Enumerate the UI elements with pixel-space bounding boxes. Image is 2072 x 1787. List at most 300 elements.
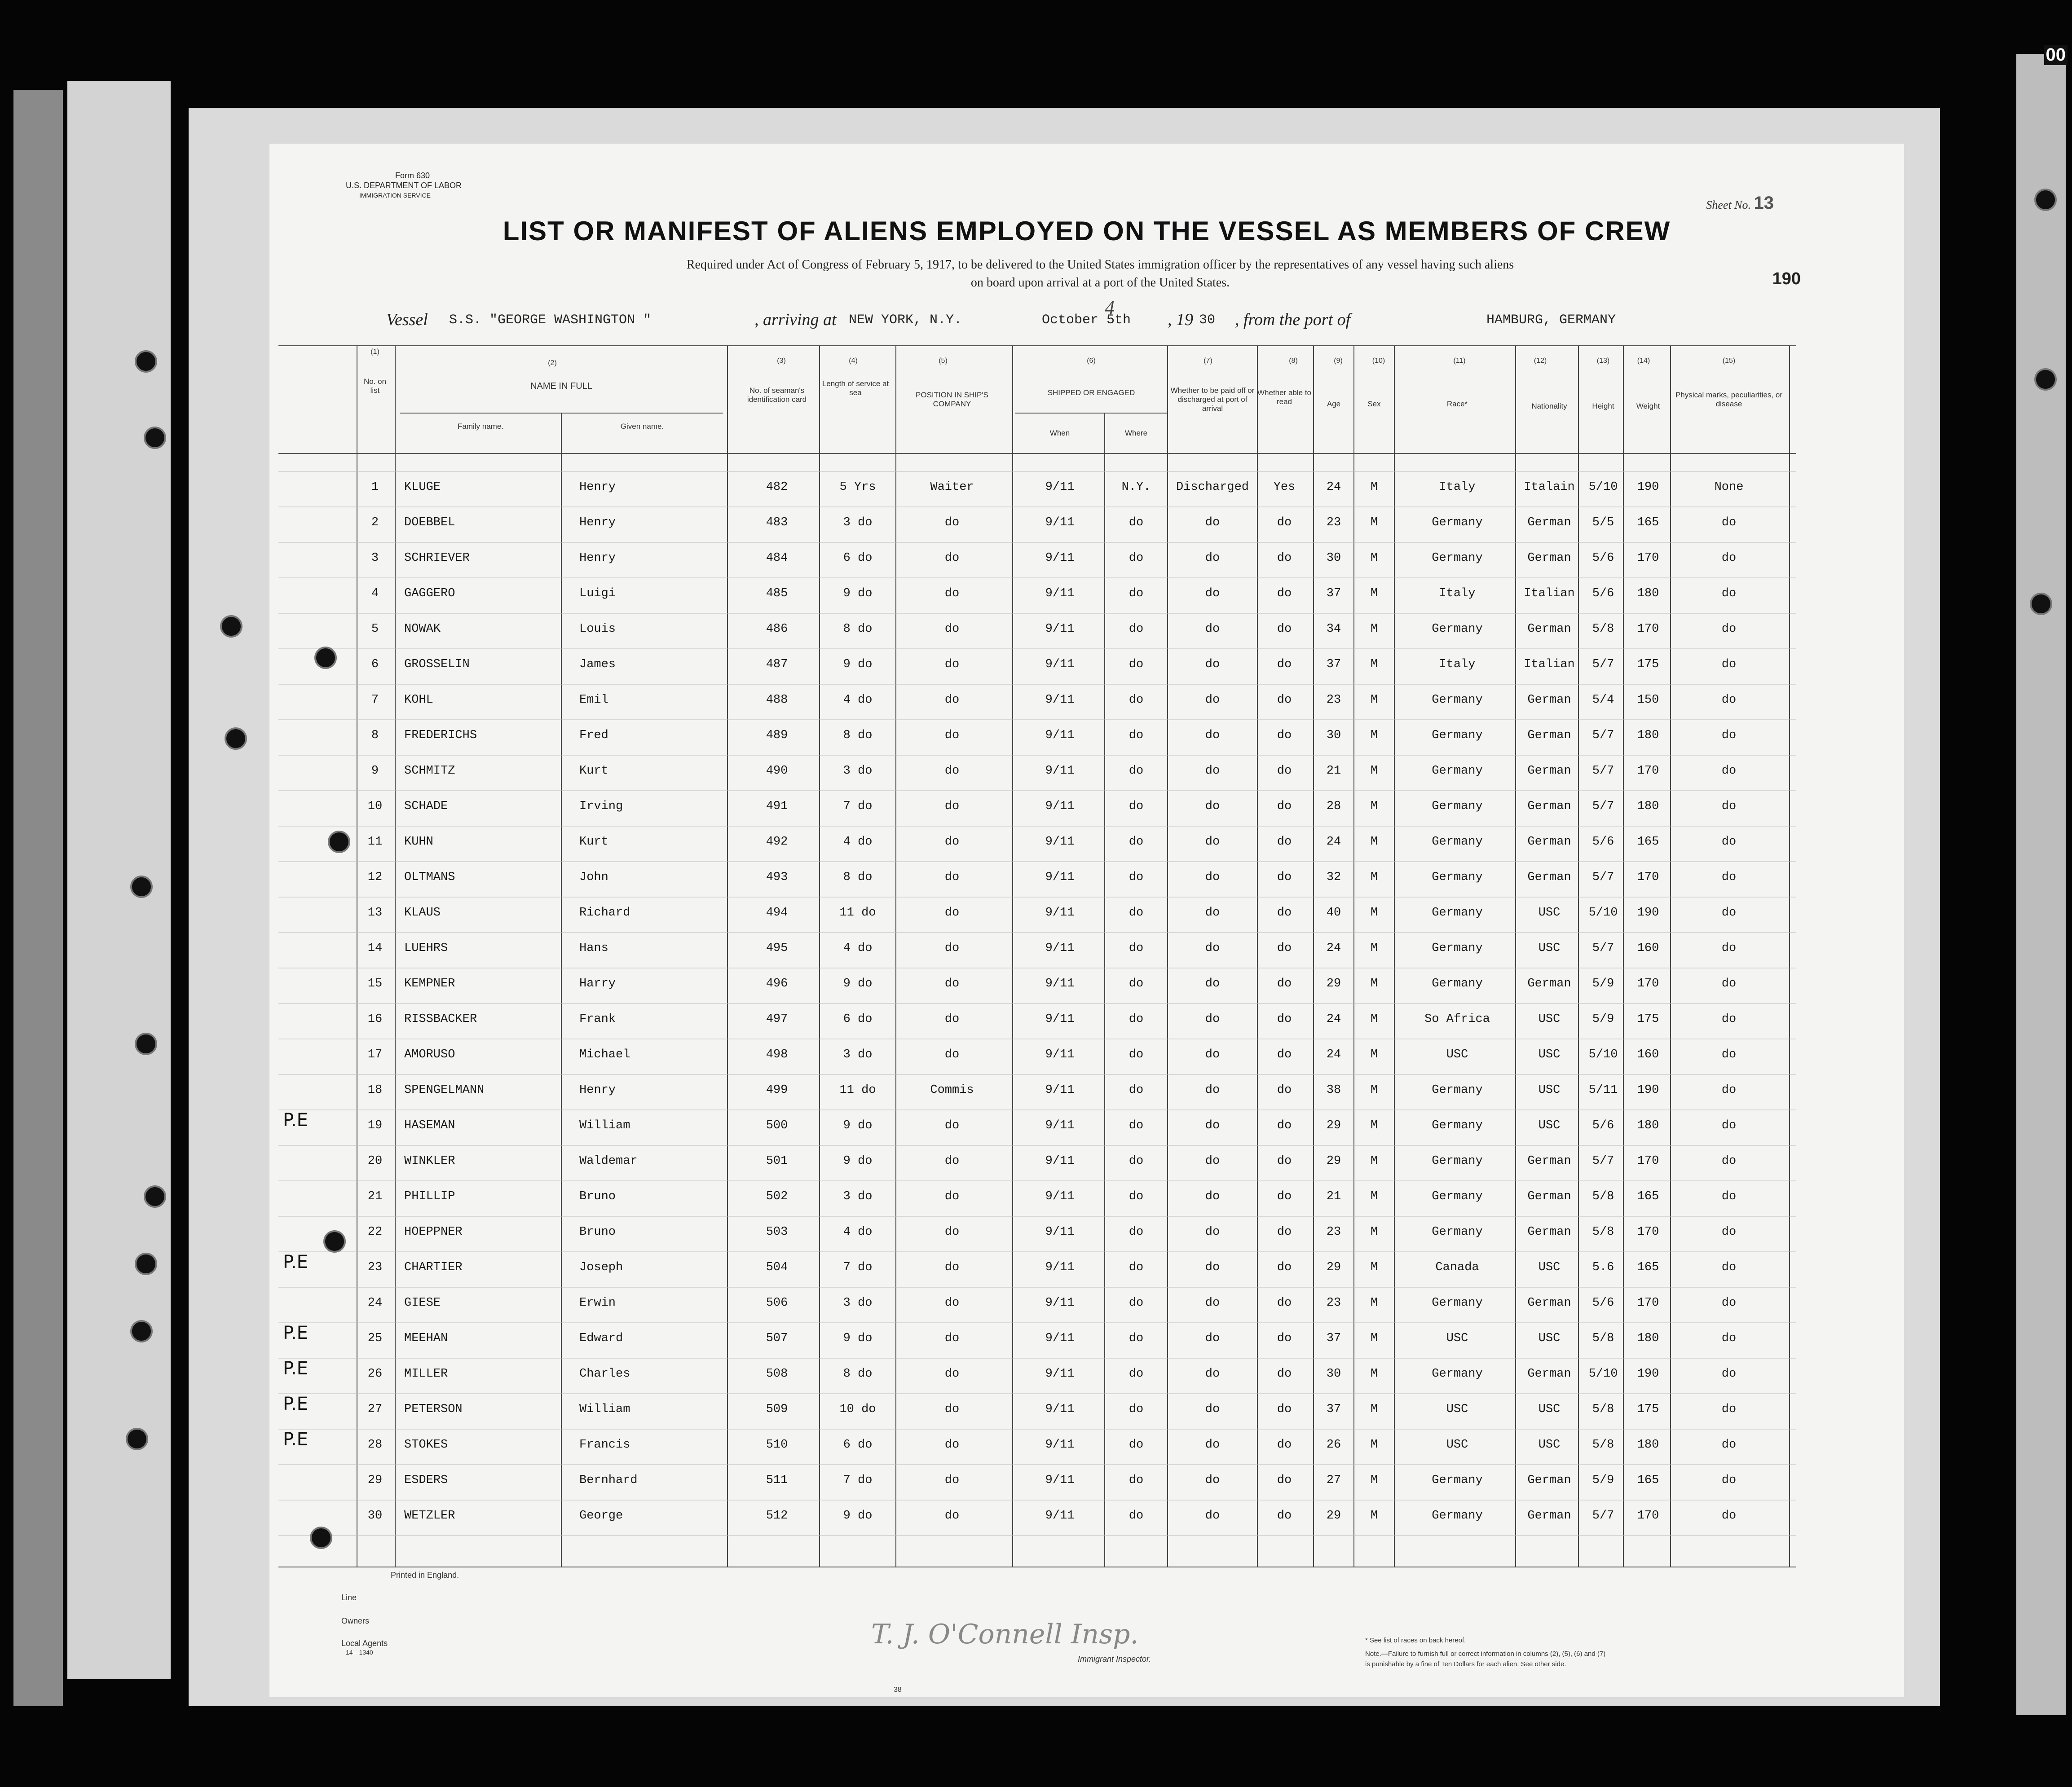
- cell-where: do: [1129, 1225, 1144, 1239]
- cell-position: do: [944, 1225, 960, 1239]
- cell-race: Germany: [1432, 1296, 1483, 1310]
- sheet-label: Sheet No.: [1706, 198, 1751, 211]
- cell-where: do: [1129, 729, 1144, 742]
- cell-service: 4 do: [843, 693, 873, 707]
- cell-height: 5/11: [1588, 1083, 1618, 1097]
- cell-where: do: [1129, 1438, 1144, 1452]
- cell-given: Michael: [579, 1048, 630, 1061]
- cell-age: 23: [1326, 1225, 1341, 1239]
- cell-read: Yes: [1273, 480, 1296, 494]
- cell-given: Richard: [579, 906, 630, 920]
- header-weight: Weight: [1636, 402, 1660, 410]
- cell-position: do: [944, 587, 960, 600]
- cell-where: do: [1129, 942, 1144, 955]
- cell-height: 5/8: [1592, 1332, 1614, 1345]
- cell-paid: do: [1205, 871, 1220, 884]
- cell-card: 501: [766, 1154, 788, 1168]
- cell-read: do: [1277, 729, 1292, 742]
- header-given: Given name.: [620, 422, 664, 431]
- from-label: , from the port of: [1235, 310, 1351, 329]
- cell-service: 9 do: [843, 1509, 873, 1523]
- cell-when: 9/11: [1045, 835, 1075, 849]
- cell-given: Henry: [579, 480, 616, 494]
- cell-given: Luigi: [579, 587, 616, 600]
- cell-race: USC: [1446, 1438, 1468, 1452]
- cell-where: do: [1129, 906, 1144, 920]
- cell-when: 9/11: [1045, 1474, 1075, 1487]
- cell-age: 24: [1326, 1012, 1341, 1026]
- colnum-6: (6): [1087, 357, 1096, 365]
- cell-race: Germany: [1432, 1225, 1483, 1239]
- cell-sex: M: [1370, 1403, 1378, 1416]
- cell-marks: do: [1721, 1296, 1737, 1310]
- cell-marks: do: [1721, 1509, 1737, 1523]
- margin-annotation: P.E: [283, 1252, 308, 1272]
- cell-read: do: [1277, 658, 1292, 671]
- cell-no: 13: [367, 906, 383, 920]
- cell-age: 23: [1326, 693, 1341, 707]
- inspector-signature: T. J. O'Connell Insp.: [871, 1619, 1139, 1650]
- cell-nationality: USC: [1538, 1332, 1561, 1345]
- cell-race: Germany: [1432, 871, 1483, 884]
- cell-read: do: [1277, 1190, 1292, 1203]
- cell-card: 506: [766, 1296, 788, 1310]
- cell-height: 5/6: [1592, 1296, 1614, 1310]
- cell-when: 9/11: [1045, 658, 1075, 671]
- cell-card: 500: [766, 1119, 788, 1132]
- cell-card: 488: [766, 693, 788, 707]
- cell-age: 29: [1326, 1261, 1341, 1274]
- cell-read: do: [1277, 1474, 1292, 1487]
- punch-hole: [126, 1428, 148, 1450]
- punch-hole: [130, 1320, 153, 1342]
- cell-marks: do: [1721, 764, 1737, 778]
- arriving-label: , arriving at: [754, 310, 837, 329]
- cell-position: do: [944, 1119, 960, 1132]
- cell-family: PHILLIP: [404, 1190, 455, 1203]
- cell-nationality: German: [1527, 800, 1571, 813]
- cell-race: USC: [1446, 1332, 1468, 1345]
- cell-nationality: USC: [1538, 942, 1561, 955]
- cell-sex: M: [1370, 1190, 1378, 1203]
- cell-when: 9/11: [1045, 1296, 1075, 1310]
- cell-sex: M: [1370, 693, 1378, 707]
- cell-card: 510: [766, 1438, 788, 1452]
- cell-race: Germany: [1432, 1367, 1483, 1381]
- cell-age: 21: [1326, 764, 1341, 778]
- cell-age: 30: [1326, 729, 1341, 742]
- header-family: Family name.: [457, 422, 504, 431]
- cell-paid: do: [1205, 1438, 1220, 1452]
- cell-race: USC: [1446, 1048, 1468, 1061]
- cell-weight: 180: [1637, 1438, 1659, 1452]
- cell-given: William: [579, 1403, 630, 1416]
- cell-card: 499: [766, 1083, 788, 1097]
- cell-nationality: German: [1527, 1225, 1571, 1239]
- header-no: No. on list: [363, 377, 387, 395]
- cell-when: 9/11: [1045, 1367, 1075, 1381]
- arrival-year: 30: [1199, 313, 1216, 328]
- cell-service: 8 do: [843, 871, 873, 884]
- cell-where: do: [1129, 1509, 1144, 1523]
- cell-sex: M: [1370, 1048, 1378, 1061]
- cell-where: do: [1129, 1332, 1144, 1345]
- cell-weight: 170: [1637, 1296, 1659, 1310]
- cell-weight: 165: [1637, 1474, 1659, 1487]
- cell-family: SCHADE: [404, 800, 448, 813]
- cell-marks: do: [1721, 1367, 1737, 1381]
- cell-marks: do: [1721, 622, 1737, 636]
- cell-given: Irving: [579, 800, 623, 813]
- footer-agents-code: 14—1340: [346, 1649, 373, 1656]
- cell-where: do: [1129, 1190, 1144, 1203]
- cell-no: 3: [371, 551, 379, 565]
- cell-service: 3 do: [843, 764, 873, 778]
- cell-race: Germany: [1432, 942, 1483, 955]
- header-shipped: SHIPPED OR ENGAGED: [1047, 388, 1135, 397]
- cell-family: KOHL: [404, 693, 433, 707]
- cell-family: HOEPPNER: [404, 1225, 463, 1239]
- header-paid-off: Whether to be paid off or discharged at port of arrival: [1170, 386, 1255, 413]
- cell-height: 5/7: [1592, 1154, 1614, 1168]
- cell-no: 27: [367, 1403, 383, 1416]
- cell-age: 30: [1326, 551, 1341, 565]
- cell-position: do: [944, 977, 960, 990]
- cell-height: 5/9: [1592, 1012, 1614, 1026]
- cell-sex: M: [1370, 977, 1378, 990]
- cell-when: 9/11: [1045, 480, 1075, 494]
- margin-annotation: P.E: [283, 1323, 308, 1343]
- cell-paid: Discharged: [1176, 480, 1249, 494]
- cell-position: do: [944, 1474, 960, 1487]
- cell-service: 4 do: [843, 835, 873, 849]
- cell-weight: 170: [1637, 871, 1659, 884]
- cell-marks: do: [1721, 835, 1737, 849]
- header-race: Race*: [1446, 400, 1468, 408]
- cell-service: 11 do: [839, 1083, 876, 1097]
- cell-age: 26: [1326, 1438, 1341, 1452]
- subtitle-line-2: on board upon arrival at a port of the United States.: [970, 276, 1230, 290]
- margin-annotation: P.E: [283, 1429, 308, 1450]
- cell-paid: do: [1205, 658, 1220, 671]
- cell-card: 491: [766, 800, 788, 813]
- cell-paid: do: [1205, 800, 1220, 813]
- cell-given: Henry: [579, 516, 616, 529]
- cell-family: KLUGE: [404, 480, 441, 494]
- cell-card: 497: [766, 1012, 788, 1026]
- cell-paid: do: [1205, 1225, 1220, 1239]
- cell-service: 9 do: [843, 1154, 873, 1168]
- cell-no: 12: [367, 871, 383, 884]
- cell-read: do: [1277, 622, 1292, 636]
- cell-race: Italy: [1439, 480, 1476, 494]
- cell-weight: 175: [1637, 1403, 1659, 1416]
- cell-height: 5/7: [1592, 658, 1614, 671]
- cell-sex: M: [1370, 1509, 1378, 1523]
- cell-service: 8 do: [843, 1367, 873, 1381]
- cell-age: 40: [1326, 906, 1341, 920]
- cell-position: do: [944, 1296, 960, 1310]
- form-number: Form 630: [395, 171, 430, 180]
- cell-when: 9/11: [1045, 1154, 1075, 1168]
- cell-service: 9 do: [843, 1119, 873, 1132]
- cell-when: 9/11: [1045, 906, 1075, 920]
- cell-height: 5/6: [1592, 551, 1614, 565]
- colnum-10: (10): [1372, 357, 1385, 365]
- cell-nationality: Italian: [1524, 658, 1575, 671]
- cell-weight: 170: [1637, 1509, 1659, 1523]
- cell-where: do: [1129, 977, 1144, 990]
- date-correction: 4: [1105, 297, 1115, 319]
- cell-card: 496: [766, 977, 788, 990]
- cell-height: 5/4: [1592, 693, 1614, 707]
- punch-hole: [2030, 593, 2052, 615]
- cell-when: 9/11: [1045, 800, 1075, 813]
- cell-given: Fred: [579, 729, 608, 742]
- cell-service: 9 do: [843, 587, 873, 600]
- cell-position: do: [944, 516, 960, 529]
- cell-paid: do: [1205, 764, 1220, 778]
- cell-position: do: [944, 1367, 960, 1381]
- cell-sex: M: [1370, 587, 1378, 600]
- cell-age: 34: [1326, 622, 1341, 636]
- cell-service: 9 do: [843, 1332, 873, 1345]
- cell-paid: do: [1205, 977, 1220, 990]
- cell-read: do: [1277, 1083, 1292, 1097]
- cell-card: 512: [766, 1509, 788, 1523]
- cell-race: Italy: [1439, 587, 1476, 600]
- cell-position: do: [944, 1509, 960, 1523]
- cell-sex: M: [1370, 1261, 1378, 1274]
- colnum-12: (12): [1534, 357, 1547, 365]
- cell-given: George: [579, 1509, 623, 1523]
- cell-sex: M: [1370, 1367, 1378, 1381]
- cell-marks: do: [1721, 658, 1737, 671]
- cell-read: do: [1277, 942, 1292, 955]
- cell-where: do: [1129, 764, 1144, 778]
- punch-hole: [144, 1185, 166, 1208]
- cell-weight: 165: [1637, 835, 1659, 849]
- cell-nationality: German: [1527, 1296, 1571, 1310]
- cell-read: do: [1277, 587, 1292, 600]
- cell-no: 9: [371, 764, 379, 778]
- cell-marks: do: [1721, 1403, 1737, 1416]
- cell-age: 29: [1326, 1154, 1341, 1168]
- cell-marks: do: [1721, 977, 1737, 990]
- cell-nationality: German: [1527, 1190, 1571, 1203]
- cell-when: 9/11: [1045, 1083, 1075, 1097]
- cell-where: do: [1129, 835, 1144, 849]
- cell-nationality: German: [1527, 1154, 1571, 1168]
- punch-hole: [314, 647, 337, 669]
- footnote-fine-1: Note.—Failure to furnish full or correct information in columns (2), (5), (6) and (7): [1365, 1650, 1606, 1658]
- cell-marks: do: [1721, 693, 1737, 707]
- cell-when: 9/11: [1045, 1048, 1075, 1061]
- cell-marks: do: [1721, 1048, 1737, 1061]
- cell-paid: do: [1205, 1261, 1220, 1274]
- corner-number: 00: [2044, 45, 2068, 65]
- punch-hole: [310, 1527, 332, 1549]
- cell-nationality: German: [1527, 551, 1571, 565]
- cell-where: do: [1129, 516, 1144, 529]
- cell-family: HASEMAN: [404, 1119, 455, 1132]
- cell-nationality: USC: [1538, 1119, 1561, 1132]
- cell-where: N.Y.: [1121, 480, 1151, 494]
- cell-given: Kurt: [579, 835, 608, 849]
- cell-service: 10 do: [839, 1403, 876, 1416]
- cell-race: Germany: [1432, 800, 1483, 813]
- cell-marks: do: [1721, 1225, 1737, 1239]
- cell-family: DOEBBEL: [404, 516, 455, 529]
- header-where: Where: [1124, 429, 1148, 437]
- cell-sex: M: [1370, 1083, 1378, 1097]
- cell-marks: do: [1721, 1438, 1737, 1452]
- cell-marks: do: [1721, 516, 1737, 529]
- cell-no: 8: [371, 729, 379, 742]
- cell-card: 486: [766, 622, 788, 636]
- cell-weight: 190: [1637, 1367, 1659, 1381]
- cell-paid: do: [1205, 1332, 1220, 1345]
- cell-position: do: [944, 551, 960, 565]
- left-edge-strip: [13, 90, 63, 1706]
- cell-marks: do: [1721, 1119, 1737, 1132]
- cell-paid: do: [1205, 1474, 1220, 1487]
- cell-age: 30: [1326, 1367, 1341, 1381]
- cell-age: 37: [1326, 1403, 1341, 1416]
- cell-weight: 180: [1637, 1332, 1659, 1345]
- colnum-11: (11): [1453, 357, 1466, 365]
- cell-card: 493: [766, 871, 788, 884]
- cell-race: Germany: [1432, 977, 1483, 990]
- cell-marks: do: [1721, 1261, 1737, 1274]
- cell-given: Louis: [579, 622, 616, 636]
- cell-when: 9/11: [1045, 1225, 1075, 1239]
- cell-when: 9/11: [1045, 1438, 1075, 1452]
- cell-weight: 190: [1637, 480, 1659, 494]
- cell-card: 503: [766, 1225, 788, 1239]
- cell-age: 37: [1326, 587, 1341, 600]
- cell-no: 2: [371, 516, 379, 529]
- colnum-8: (8): [1289, 357, 1298, 365]
- cell-given: Harry: [579, 977, 616, 990]
- cell-position: do: [944, 658, 960, 671]
- cell-no: 29: [367, 1474, 383, 1487]
- cell-race: Germany: [1432, 764, 1483, 778]
- cell-race: Germany: [1432, 1083, 1483, 1097]
- cell-paid: do: [1205, 729, 1220, 742]
- cell-sex: M: [1370, 871, 1378, 884]
- footer-agents-label: Local Agents: [341, 1639, 388, 1648]
- punch-hole: [144, 427, 166, 449]
- cell-card: 509: [766, 1403, 788, 1416]
- cell-sex: M: [1370, 551, 1378, 565]
- cell-no: 15: [367, 977, 383, 990]
- cell-height: 5/6: [1592, 835, 1614, 849]
- cell-sex: M: [1370, 1012, 1378, 1026]
- cell-age: 29: [1326, 977, 1341, 990]
- colnum-1: (1): [370, 348, 379, 356]
- cell-weight: 190: [1637, 1083, 1659, 1097]
- cell-service: 3 do: [843, 516, 873, 529]
- arrival-date: October 5th: [1042, 313, 1131, 328]
- cell-nationality: German: [1527, 1509, 1571, 1523]
- cell-nationality: USC: [1538, 1083, 1561, 1097]
- vessel-label: Vessel: [386, 310, 428, 329]
- cell-sex: M: [1370, 1296, 1378, 1310]
- cell-marks: do: [1721, 1012, 1737, 1026]
- cell-no: 17: [367, 1048, 383, 1061]
- cell-nationality: USC: [1538, 1403, 1561, 1416]
- cell-read: do: [1277, 1438, 1292, 1452]
- cell-position: Waiter: [930, 480, 974, 494]
- cell-position: do: [944, 1190, 960, 1203]
- cell-nationality: German: [1527, 516, 1571, 529]
- cell-where: do: [1129, 1119, 1144, 1132]
- cell-service: 6 do: [843, 1012, 873, 1026]
- cell-family: GIESE: [404, 1296, 441, 1310]
- cell-paid: do: [1205, 1296, 1220, 1310]
- cell-family: SPENGELMANN: [404, 1083, 485, 1097]
- cell-card: 482: [766, 480, 788, 494]
- cell-sex: M: [1370, 516, 1378, 529]
- cell-service: 6 do: [843, 551, 873, 565]
- cell-height: 5/9: [1592, 1474, 1614, 1487]
- page-number: 190: [1772, 269, 1801, 288]
- cell-read: do: [1277, 693, 1292, 707]
- cell-height: 5/10: [1588, 480, 1618, 494]
- cell-no: 18: [367, 1083, 383, 1097]
- cell-height: 5/6: [1592, 587, 1614, 600]
- cell-when: 9/11: [1045, 1403, 1075, 1416]
- cell-height: 5/5: [1592, 516, 1614, 529]
- cell-nationality: USC: [1538, 906, 1561, 920]
- cell-race: USC: [1446, 1403, 1468, 1416]
- cell-nationality: Italain: [1524, 480, 1575, 494]
- cell-card: 504: [766, 1261, 788, 1274]
- cell-race: Germany: [1432, 906, 1483, 920]
- cell-sex: M: [1370, 764, 1378, 778]
- cell-sex: M: [1370, 800, 1378, 813]
- cell-nationality: German: [1527, 693, 1571, 707]
- cell-service: 4 do: [843, 1225, 873, 1239]
- cell-race: So Africa: [1424, 1012, 1490, 1026]
- cell-where: do: [1129, 658, 1144, 671]
- cell-height: 5/10: [1588, 1367, 1618, 1381]
- cell-paid: do: [1205, 551, 1220, 565]
- cell-given: Francis: [579, 1438, 630, 1452]
- cell-service: 9 do: [843, 977, 873, 990]
- cell-race: Germany: [1432, 1190, 1483, 1203]
- footer-owners-label: Owners: [341, 1616, 370, 1625]
- cell-when: 9/11: [1045, 693, 1075, 707]
- cell-nationality: German: [1527, 729, 1571, 742]
- sheet-value: 13: [1754, 193, 1774, 213]
- cell-paid: do: [1205, 1119, 1220, 1132]
- cell-marks: do: [1721, 800, 1737, 813]
- cell-age: 21: [1326, 1190, 1341, 1203]
- cell-sex: M: [1370, 729, 1378, 742]
- cell-when: 9/11: [1045, 1190, 1075, 1203]
- cell-no: 1: [371, 480, 379, 494]
- cell-sex: M: [1370, 658, 1378, 671]
- cell-when: 9/11: [1045, 587, 1075, 600]
- cell-read: do: [1277, 1296, 1292, 1310]
- cell-when: 9/11: [1045, 516, 1075, 529]
- subtitle-line-1: Required under Act of Congress of February 5, 1917, to be delivered to the United States immigration officer by the representatives of any vessel having such aliens: [686, 258, 1514, 272]
- cell-weight: 170: [1637, 622, 1659, 636]
- cell-nationality: German: [1527, 871, 1571, 884]
- cell-marks: do: [1721, 906, 1737, 920]
